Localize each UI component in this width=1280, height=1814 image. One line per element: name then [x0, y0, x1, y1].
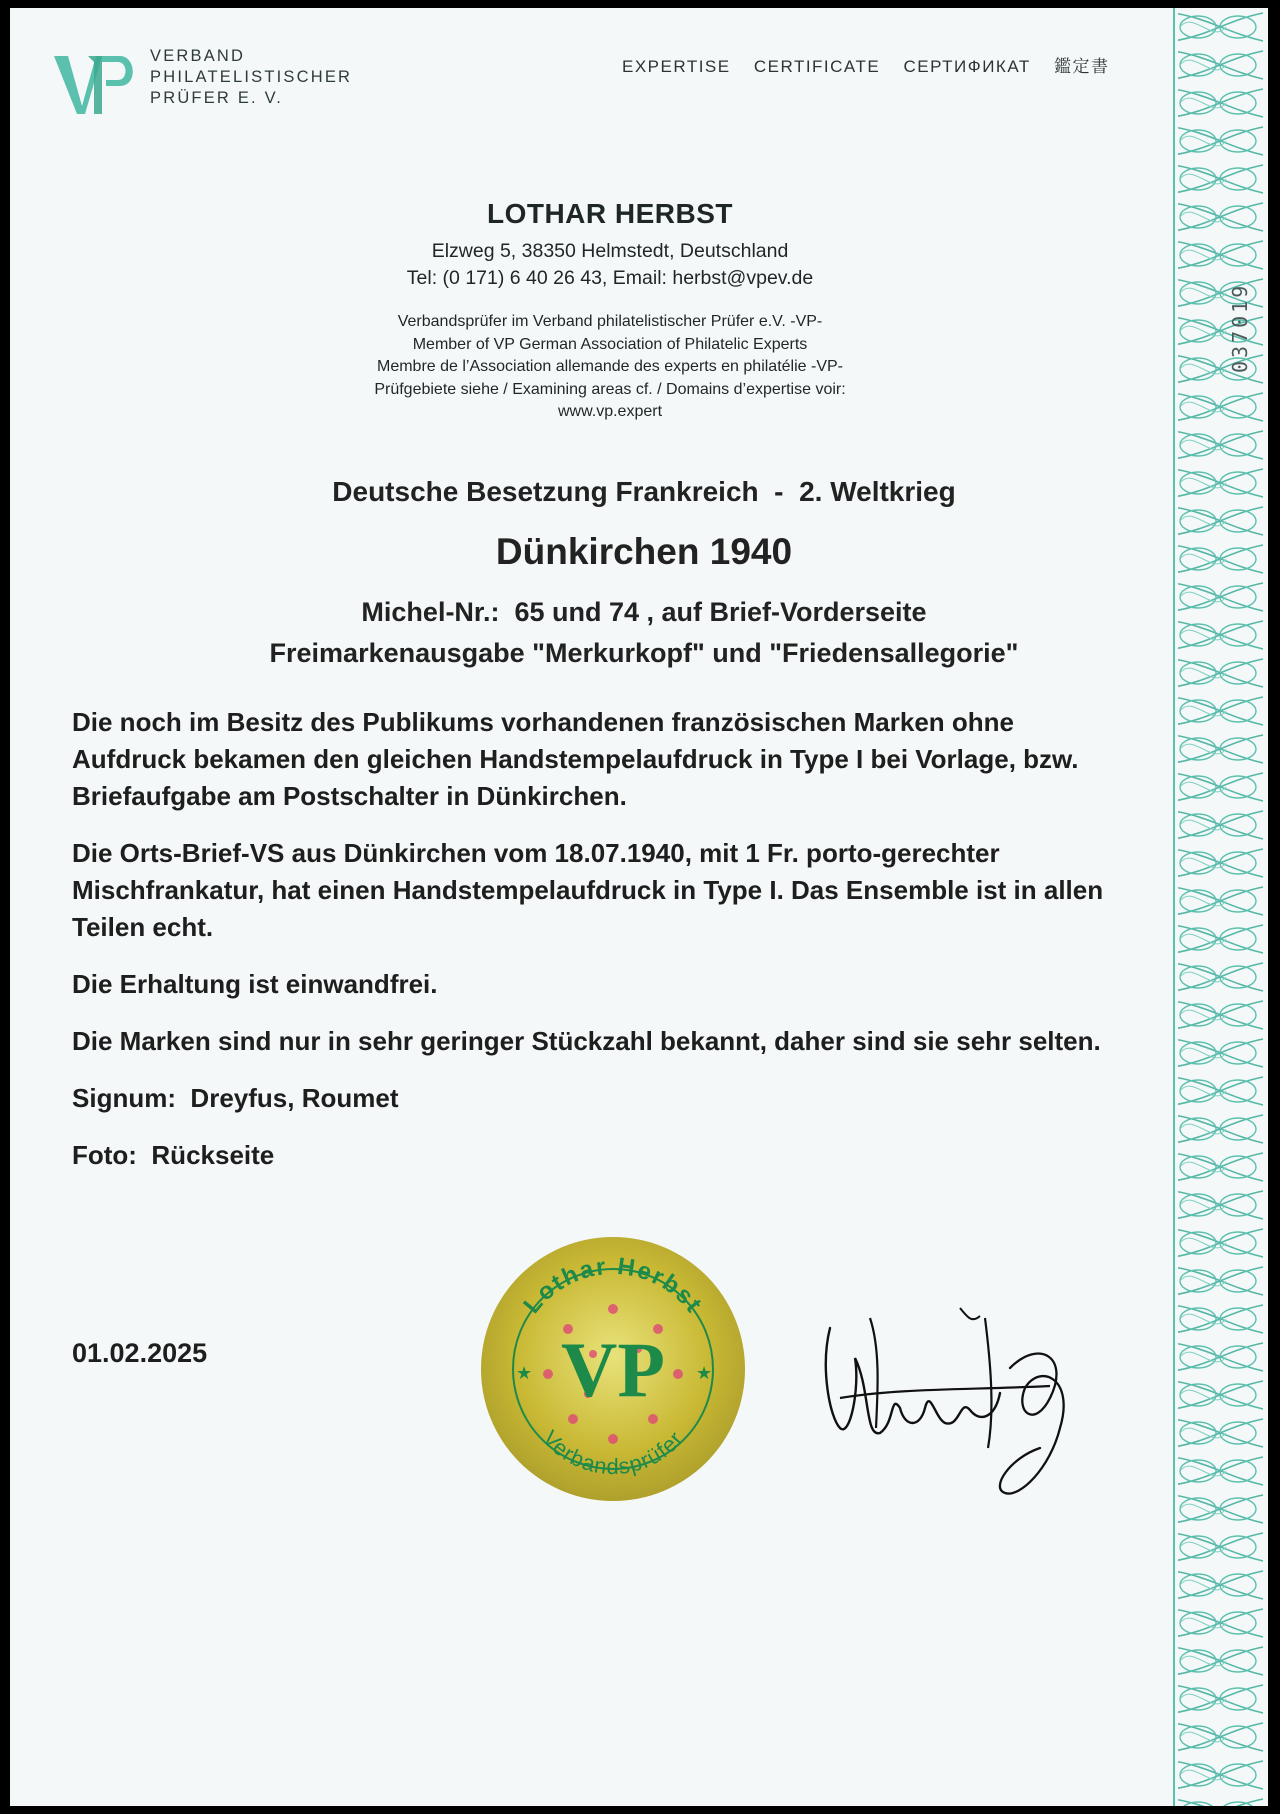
handwritten-signature [810, 1298, 1100, 1518]
subject-issue: Dünkirchen 1940 [495, 531, 793, 572]
hologram-seal [478, 1234, 748, 1504]
affiliation-line: Prüfgebiete siehe / Examining areas cf. / Domains d’expertise voir: [374, 380, 846, 398]
logo-line: VERBAND [150, 47, 246, 65]
subject-description: Freimarkenausgabe "Merkurkopf" und "Friedensallegorie" [269, 638, 1019, 668]
expert-address: Elzweg 5, 38350 Helmstedt, Deutschland [431, 240, 789, 262]
svg-text:★: ★ [516, 1363, 533, 1383]
logo-line: PHILATELISTISCHER [150, 68, 353, 86]
affiliation-line: Member of VP German Association of Philatelic Experts [412, 335, 808, 353]
subject-michel: Michel-Nr.: 65 und 74 , auf Brief-Vorderseite [361, 597, 927, 627]
seal-bottom-text: Verbandsprüfer [537, 1425, 689, 1480]
expert-contact: Tel: (0 171) 6 40 26 43, Email: herbst@vpev.de [406, 267, 814, 289]
affiliation-line: Membre de l’Association allemande des experts en philatélie -VP- [376, 358, 843, 375]
certificate-labels [622, 52, 1126, 77]
serial-number: 037019 [1228, 282, 1252, 373]
logo-line: PRÜFER E. V. [150, 89, 284, 107]
body-paragraph: Die Erhaltung ist einwandfrei. [72, 969, 438, 999]
certificate-body [72, 704, 1132, 1194]
expert-address-block [10, 238, 1210, 292]
photo-line: Foto: Rückseite [72, 1140, 275, 1170]
expert-name: LOTHAR HERBST [486, 198, 734, 229]
seal-top-text: Lothar Herbst [518, 1252, 708, 1319]
signum-line: Signum: Dreyfus, Roumet [72, 1083, 399, 1113]
seal-center-mark: VP [561, 1326, 665, 1413]
certificate-sheet [10, 8, 1268, 1806]
subject-area: Deutsche Besetzung Frankreich - 2. Weltkrieg [332, 476, 956, 507]
label-certificate-ja: 鑑定書 [1053, 57, 1110, 76]
body-paragraph: Die Orts-Brief-VS aus Dünkirchen vom 18.07.1940, mit 1 Fr. porto-gerechter Mischfrankatur, hat einen Handstempelaufdruck in Type I. Das Ensemble ist in allen Teilen echt. [72, 838, 1104, 942]
expert-affiliation [10, 311, 1210, 424]
certificate-date: 01.02.2025 [72, 1338, 208, 1368]
label-certificate-ru: СЕРТИФИКАТ [903, 57, 1031, 76]
vp-logo-text [150, 46, 352, 109]
body-paragraph: Die Marken sind nur in sehr geringer Stückzahl bekannt, daher sind sie sehr selten. [72, 1026, 1101, 1056]
affiliation-website: www.vp.expert [557, 403, 663, 420]
affiliation-line: Verbandsprüfer im Verband philatelistischer Prüfer e.V. -VP- [397, 313, 823, 330]
label-certificate: CERTIFICATE [753, 57, 881, 76]
svg-text:★: ★ [696, 1363, 713, 1383]
label-expertise: EXPERTISE [622, 57, 731, 76]
vp-logo-mark [50, 48, 140, 118]
body-paragraph: Die noch im Besitz des Publikums vorhandenen französischen Marken ohne Aufdruck bekamen den gleichen Handstempelaufdruck in Type I bei Vorlage, bzw. Briefaufgabe am Postschalter in Dünkirchen. [72, 707, 1079, 811]
